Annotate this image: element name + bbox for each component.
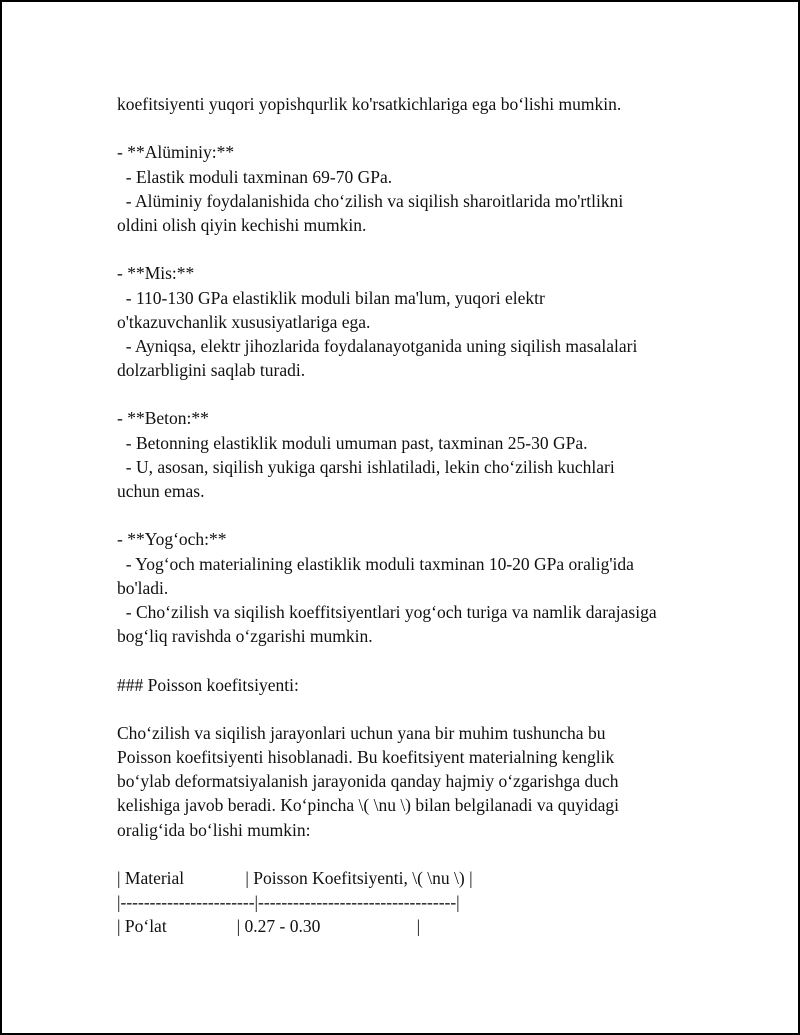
aluminum-heading: - **Alüminiy:** <box>117 142 235 163</box>
intro-line: koefitsiyenti yuqori yopishqurlik ko'rsatkichlariga ega bo‘lishi mumkin. <box>117 94 622 114</box>
aluminum-bullet-2-cont: oldini olish qiyin kechishi mumkin. <box>117 214 367 235</box>
table-row: | Po‘lat | 0.27 - 0.30 | <box>117 916 421 937</box>
document-body <box>117 92 757 939</box>
blank-line <box>117 697 757 721</box>
blank-line <box>117 382 757 406</box>
concrete-bullet-2: - U, asosan, siqilish yukiga qarshi ishlatiladi, lekin cho‘zilish kuchlari <box>117 456 615 477</box>
copper-bullet-1: - 110-130 GPa elastiklik moduli bilan ma'lum, yuqori elektr <box>117 287 545 308</box>
aluminum-bullet-2: - Alüminiy foydalanishida cho‘zilish va siqilish sharoitlarida mo'rtlikni <box>117 190 624 211</box>
copper-bullet-2-cont: dolzarbligini saqlab turadi. <box>117 360 306 381</box>
table-header-row: | Material | Poisson Koefitsiyenti, \( \nu \) | <box>117 868 473 888</box>
blank-line <box>117 842 757 866</box>
paragraph-line: Cho‘zilish va siqilish jarayonlari uchun yana bir muhim tushuncha bu <box>117 722 606 743</box>
paragraph-line: oralig‘ida bo‘lishi mumkin: <box>117 819 311 840</box>
wood-bullet-2: - Cho‘zilish va siqilish koeffitsiyentlari yog‘och turiga va namlik darajasiga <box>117 601 657 622</box>
paragraph-line: Poisson koefitsiyenti hisoblanadi. Bu koefitsiyent materialning kenglik <box>117 747 615 768</box>
concrete-bullet-1: - Betonning elastiklik moduli umuman past, taxminan 25-30 GPa. <box>117 432 588 453</box>
paragraph-line: kelishiga javob beradi. Ko‘pincha \( \nu \) bilan belgilanadi va quyidagi <box>117 795 620 816</box>
wood-bullet-2-cont: bog‘liq ravishda o‘zgarishi mumkin. <box>117 626 373 647</box>
copper-bullet-2: - Ayniqsa, elektr jihozlarida foydalanayotganida uning siqilish masalalari <box>117 335 638 356</box>
wood-bullet-1: - Yog‘och materialining elastiklik moduli taxminan 10-20 GPa oralig'ida <box>117 553 634 574</box>
table-separator-row: |-----------------------|----------------------------------| <box>117 892 460 913</box>
wood-bullet-1-cont: bo'ladi. <box>117 577 169 598</box>
wood-heading: - **Yog‘och:** <box>117 529 227 550</box>
copper-heading: - **Mis:** <box>117 263 195 284</box>
blank-line <box>117 116 757 140</box>
concrete-bullet-2-cont: uchun emas. <box>117 481 205 501</box>
blank-line <box>117 648 757 672</box>
aluminum-bullet-1: - Elastik moduli taxminan 69-70 GPa. <box>117 166 393 187</box>
paragraph-line: bo‘ylab deformatsiyalanish jarayonida qanday hajmiy o‘zgarishga duch <box>117 771 619 792</box>
blank-line <box>117 503 757 527</box>
copper-bullet-1-cont: o'tkazuvchanlik xususiyatlariga ega. <box>117 311 371 332</box>
concrete-heading: - **Beton:** <box>117 408 209 429</box>
poisson-heading: ### Poisson koefitsiyenti: <box>117 674 299 695</box>
blank-line <box>117 237 757 261</box>
